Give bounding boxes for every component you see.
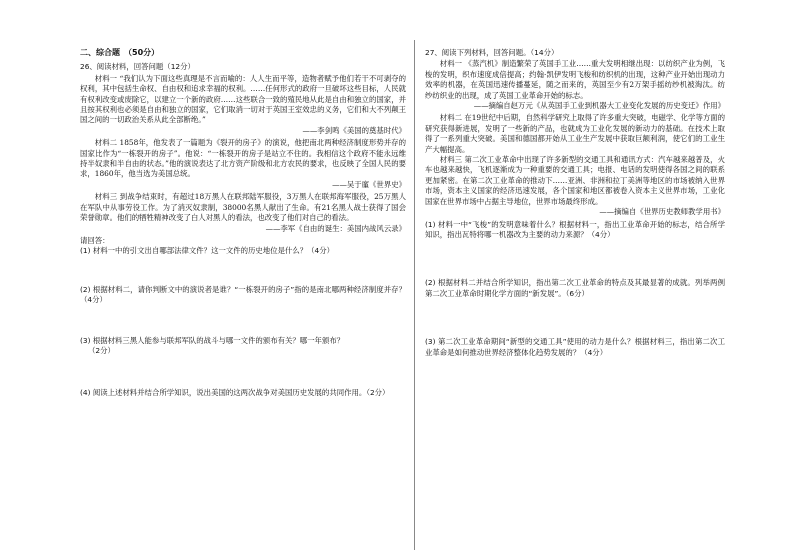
q27-material-2: 材料二 在19世纪中后期，自然科学研究上取得了许多重大突破，电磁学、化学等方面的研究获得新进展，发明了一些新的产品，也就成为工业化发展的新动力的基础。在技术上取得了一系列重大突破。美国和德国都开始从工业生产发展中获取巨额利润，使它们的工业生产大幅提高。 xyxy=(425,113,726,154)
answer-space[interactable] xyxy=(425,240,725,278)
section-title: 二、综合题 （50分） xyxy=(80,48,160,57)
question-26-heading: 26、阅读材料，回答问题（12分） xyxy=(80,62,195,72)
q26-material-1: 材料一 “我们认为下面这些真理是不言而喻的：人人生而平等，造物者赋予他们若干不可剥夺的权利，其中包括生命权、自由权和追求幸福的权利。……任何形式的政府一旦破坏这些目标，人民就有权利改变或废除它，以建立一个新的政府……这些联合一致的殖民地从此是自由和独立的国家，并且按其权利也必须是自由和独立的国家，它们取消一切对于英国王室效忠的义务，它们和大不列颠王国之间的一切政治关系从此全部断绝。” xyxy=(80,73,406,125)
answer-space[interactable] xyxy=(80,257,406,285)
q27-material-1-source: ——摘编自赵万元《从英国手工业到机器大工业变化发展的历史变迁》作用》 xyxy=(473,101,725,111)
q26-subquestion-4: (4) 阅读上述材料并结合所学知识，说出美国的这两次战争对美国历史发展的共同作用。（2分） xyxy=(80,388,390,398)
q26-subquestion-2: (2) 根据材料二，请你判断文中的演说者是谁？“一栋裂开的房子”指的是南北哪两种经济制度并存？（4分） xyxy=(80,284,406,305)
q27-material-1: 材料一 《蒸汽机》制造繁荣了英国手工业……重大发明相继出现：以纺织产业为例，飞梭的发明，织布速度成倍提高；约翰·凯伊发明飞梭和纺织机的出现，这种产业开始出现动力效率的机器，在英国迅速传播蔓延，随之而来的，英国至少有2万架手摇纺纱机被淘汰。纺纱纺织业的出现，成了英国工业革命开始的标志。 xyxy=(425,59,725,100)
q26-material-2: 材料二 1858年，他发表了一篇题为《裂开的房子》的演说，他把南北两种经济制度形势并存的国家比作为“一栋裂开的房子”。他说：“一栋裂开的房子是站立不住的。我相信这个政府不能永远维持半奴隶和半自由的状态。”他的演说表达了北方资产阶级和北方农民的要求，也反映了全国人民的要求，1860年，他当选为美国总统。 xyxy=(80,138,406,179)
q26-answer-prompt: 请回答： xyxy=(80,235,110,245)
q27-material-3-source: ——摘编自《世界历史教师教学用书》 xyxy=(599,207,725,217)
q26-subquestion-3: (3) 根据材料三黑人能参与联邦军队的战斗与哪一文件的颁布有关？哪一年颁布？ xyxy=(80,335,345,345)
right-column xyxy=(425,40,725,358)
answer-space[interactable] xyxy=(425,299,725,337)
q26-material-3-source: ——李军《自由的诞生：美国内战风云录》 xyxy=(265,223,406,233)
q26-material-2-source: ——吴于廑《世界史》 xyxy=(332,179,406,189)
answer-space[interactable] xyxy=(80,306,406,336)
q26-material-1-source: ——李剑鸣《美国的奠基时代》 xyxy=(302,125,406,135)
answer-space[interactable] xyxy=(80,356,406,388)
q27-subquestion-2: (2) 根据材料二并结合所学知识，指出第二次工业革命的特点及其最显著的成就。列举两例第二次工业革命时期化学方面的“新发展”。（6分） xyxy=(425,278,725,298)
question-27-heading: 27、阅读下列材料，回答问题。（14分） xyxy=(425,48,559,57)
q26-material-3: 材料三 到战争结束时，有超过18万黑人在联邦陆军服役，3万黑人在联邦海军服役，25万黑人在军队中从事劳役工作。为了消灭奴隶制，38000名黑人献出了生命。有21名黑人战士获得了国会荣誉勋章。他们的牺牲精神改变了白人对黑人的看法，也改变了他们对自己的看法。 xyxy=(80,192,406,223)
left-column xyxy=(80,40,406,399)
q27-subquestion-3: (3) 第二次工业革命期间“新型的交通工具”使用的动力是什么？根据材料三，指出第二次工业革命是如何推动世界经济整体化趋势发展的？（4分） xyxy=(425,337,725,357)
q27-subquestion-1: (1) 材料一中“飞梭”的发明意味着什么？根据材料一，指出工业革命开始的标志，结合所学知识，指出瓦特将哪一机器改为主要的动力来源？（4分） xyxy=(425,219,725,239)
column-divider xyxy=(414,40,415,550)
q26-subquestion-1: (1) 材料一中的引文出自哪部法律文件？这一文件的历史地位是什么？（4分） xyxy=(80,246,335,256)
q27-material-3: 材料三 第二次工业革命中出现了许多新型的交通工具和通讯方式：汽车越来越普及，火车也越来越快，飞机逐渐成为一种重要的交通工具；电报、电话的发明使得各国之间的联系更加紧密。在第二次工业革命的推动下……亚洲、非洲和拉丁美洲等地区的市场被纳入世界市场，资本主义国家的经济迅速发展，各个国家和地区都被卷入资本主义世界市场，工业化国家在世界市场中占据主导地位，世界市场最终形成。 xyxy=(425,155,725,206)
q26-subquestion-3-score: （2分） xyxy=(88,345,115,355)
